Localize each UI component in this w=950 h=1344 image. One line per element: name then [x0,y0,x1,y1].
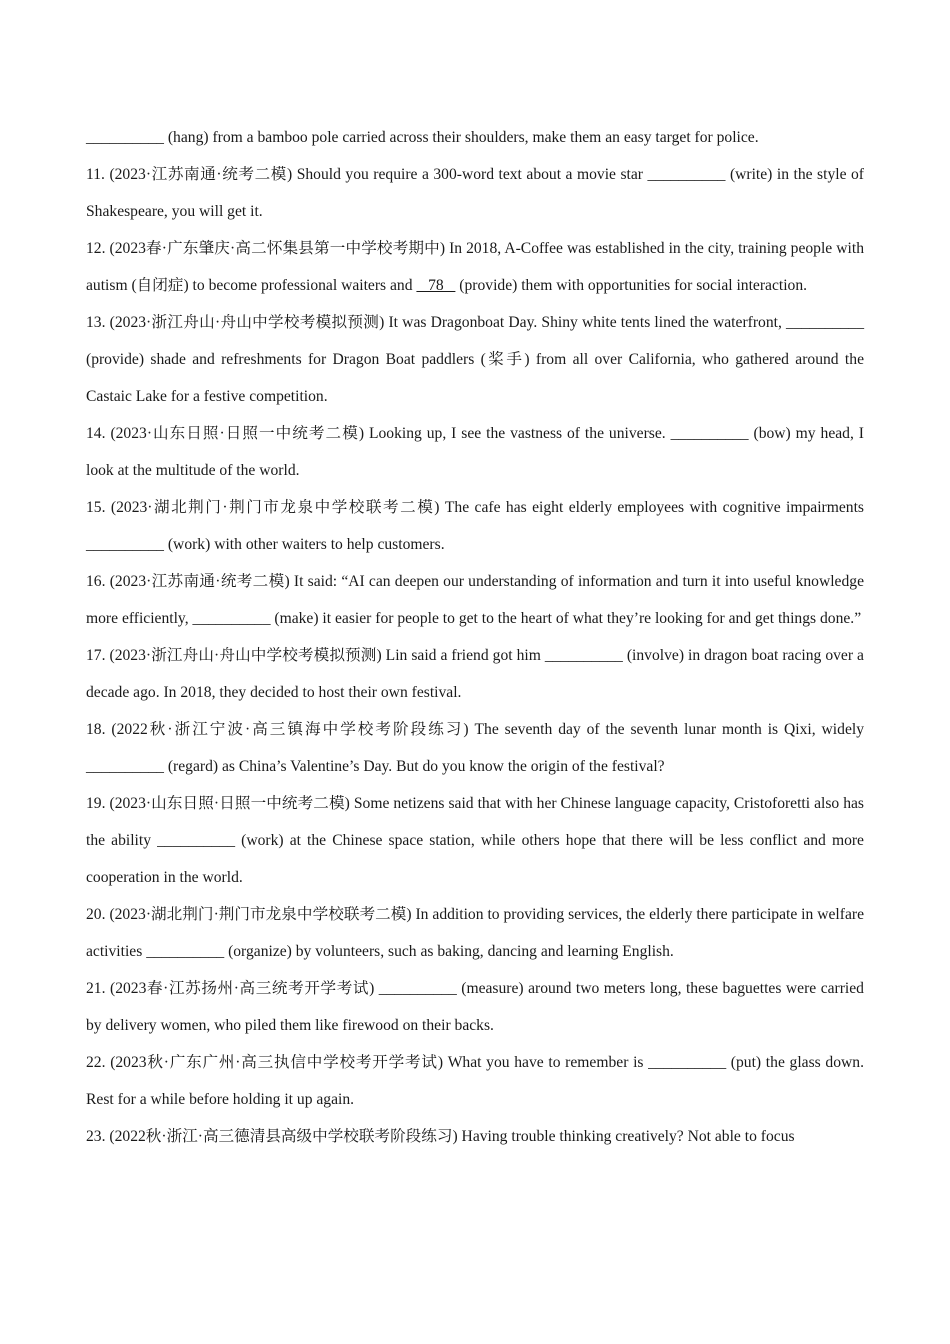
question-18 [86,711,864,785]
question-text-before: Having trouble thinking creatively? Not able to focus [457,1128,795,1145]
question-text-before: Looking up, I see the vastness of the universe. [364,425,671,442]
question-source: (2023秋·广东广州·高三执信中学校考开学考试) [110,1054,444,1071]
answer-blank[interactable]: __________ [786,314,864,331]
question-source: (2023·湖北荆门·荆门市龙泉中学校联考二模) [110,499,440,516]
question-text-after: (involve) in dragon boat racing over a decade ago. In 2018, they decided to host their own festival. [86,647,864,701]
question-number: 13. [86,314,106,331]
question-source: (2023·浙江舟山·舟山中学校考模拟预测) [109,314,385,331]
question-text-after: (regard) as China’s Valentine’s Day. But do you know the origin of the festival? [163,758,665,775]
question-20 [86,896,864,970]
question-10-continued [86,119,864,156]
question-11 [86,156,864,230]
question-text-before: In addition to providing services, the elderly there participate in welfare activities [86,906,864,960]
answer-blank[interactable]: __________ [157,832,236,849]
question-text-after: (provide) shade and refreshments for Dragon Boat paddlers (桨手) from all over California, who gathered around the Castaic Lake for a festive competition. [86,351,864,405]
question-text-after: (write) in the style of Shakespeare, you will get it. [86,166,864,220]
question-text-after: (put) the glass down. Rest for a while before holding it up again. [86,1054,864,1108]
question-source: (2023·江苏南通·统考二模) [109,166,293,183]
question-source: (2022秋·浙江·高三德清县高级中学校联考阶段练习) [109,1128,458,1145]
answer-blank[interactable]: __________ [192,610,271,627]
question-text-after: (hang) from a bamboo pole carried across their shoulders, make them an easy target for police. [163,129,759,146]
answer-blank[interactable]: __________ [648,1054,727,1071]
question-text-before: Some netizens said that with her Chinese language capacity, Cristoforetti also has the ability [86,795,864,849]
question-text-after: (provide) them with opportunities for social interaction. [455,277,808,294]
question-text-before: The seventh day of the seventh lunar month is Qixi, widely [468,721,864,738]
question-number: 11. [86,166,105,183]
answer-blank-filled[interactable]: 78 [416,277,456,294]
question-text-after: (work) with other waiters to help customers. [163,536,445,553]
question-source: (2023·浙江舟山·舟山中学校考模拟预测) [109,647,382,664]
question-14 [86,415,864,489]
document-page [86,119,864,1155]
answer-blank[interactable]: __________ [146,943,225,960]
question-number: 12. [86,240,106,257]
question-16 [86,563,864,637]
question-15 [86,489,864,563]
question-number: 18. [86,721,106,738]
question-text-before: It said: “AI can deepen our understanding of information and turn it into useful knowledge more efficiently, [86,573,864,627]
question-text-after: (measure) around two meters long, these baguettes were carried by delivery women, who piled them like firewood on their backs. [86,980,864,1034]
question-number: 23. [86,1128,106,1145]
answer-blank[interactable]: __________ [86,536,164,553]
question-12 [86,230,864,304]
question-number: 19. [86,795,106,812]
question-13 [86,304,864,415]
question-source: (2022秋·浙江宁波·高三镇海中学校考阶段练习) [111,721,469,738]
question-number: 16. [86,573,106,590]
question-source: (2023春·广东肇庆·高二怀集县第一中学校考期中) [109,240,446,257]
question-number: 14. [86,425,106,442]
answer-blank[interactable]: __________ [670,425,749,442]
answer-blank[interactable]: __________ [378,980,457,997]
answer-blank[interactable]: __________ [86,758,164,775]
question-23 [86,1118,864,1155]
question-text-before: In 2018, A-Coffee was established in the city, training people with autism (自闭症) to become professional waiters and [86,240,864,294]
question-text-before: Should you require a 300-word text about a movie star [292,166,648,183]
question-number: 21. [86,980,106,997]
answer-blank[interactable]: __________ [544,647,623,664]
question-19 [86,785,864,896]
question-text-after: (make) it easier for people to get to the heart of what they’re looking for and get things done.” [270,610,862,627]
question-text-before: Lin said a friend got him [381,647,545,664]
question-22 [86,1044,864,1118]
question-source: (2023·江苏南通·统考二模) [109,573,290,590]
question-17 [86,637,864,711]
question-number: 20. [86,906,106,923]
answer-blank[interactable]: __________ [647,166,726,183]
question-number: 15. [86,499,106,516]
question-source: (2023·山东日照·日照一中统考二模) [109,795,350,812]
answer-blank[interactable]: __________ [86,129,164,146]
question-text-after: (bow) my head, I look at the multitude of the world. [86,425,864,479]
question-source: (2023春·江苏扬州·高三统考开学考试) [110,980,375,997]
question-source: (2023·山东日照·日照一中统考二模) [110,425,365,442]
question-source: (2023·湖北荆门·荆门市龙泉中学校联考二模) [109,906,412,923]
question-text-after: (work) at the Chinese space station, while others hope that there will be less conflict and more cooperation in the world. [86,832,864,886]
question-21 [86,970,864,1044]
question-number: 22. [86,1054,106,1071]
question-number: 17. [86,647,106,664]
question-text-before: The cafe has eight elderly employees with cognitive impairments [439,499,864,516]
question-text-before: It was Dragonboat Day. Shiny white tents lined the waterfront, [384,314,787,331]
question-text-before: What you have to remember is [443,1054,649,1071]
question-text-after: (organize) by volunteers, such as baking, dancing and learning English. [224,943,674,960]
